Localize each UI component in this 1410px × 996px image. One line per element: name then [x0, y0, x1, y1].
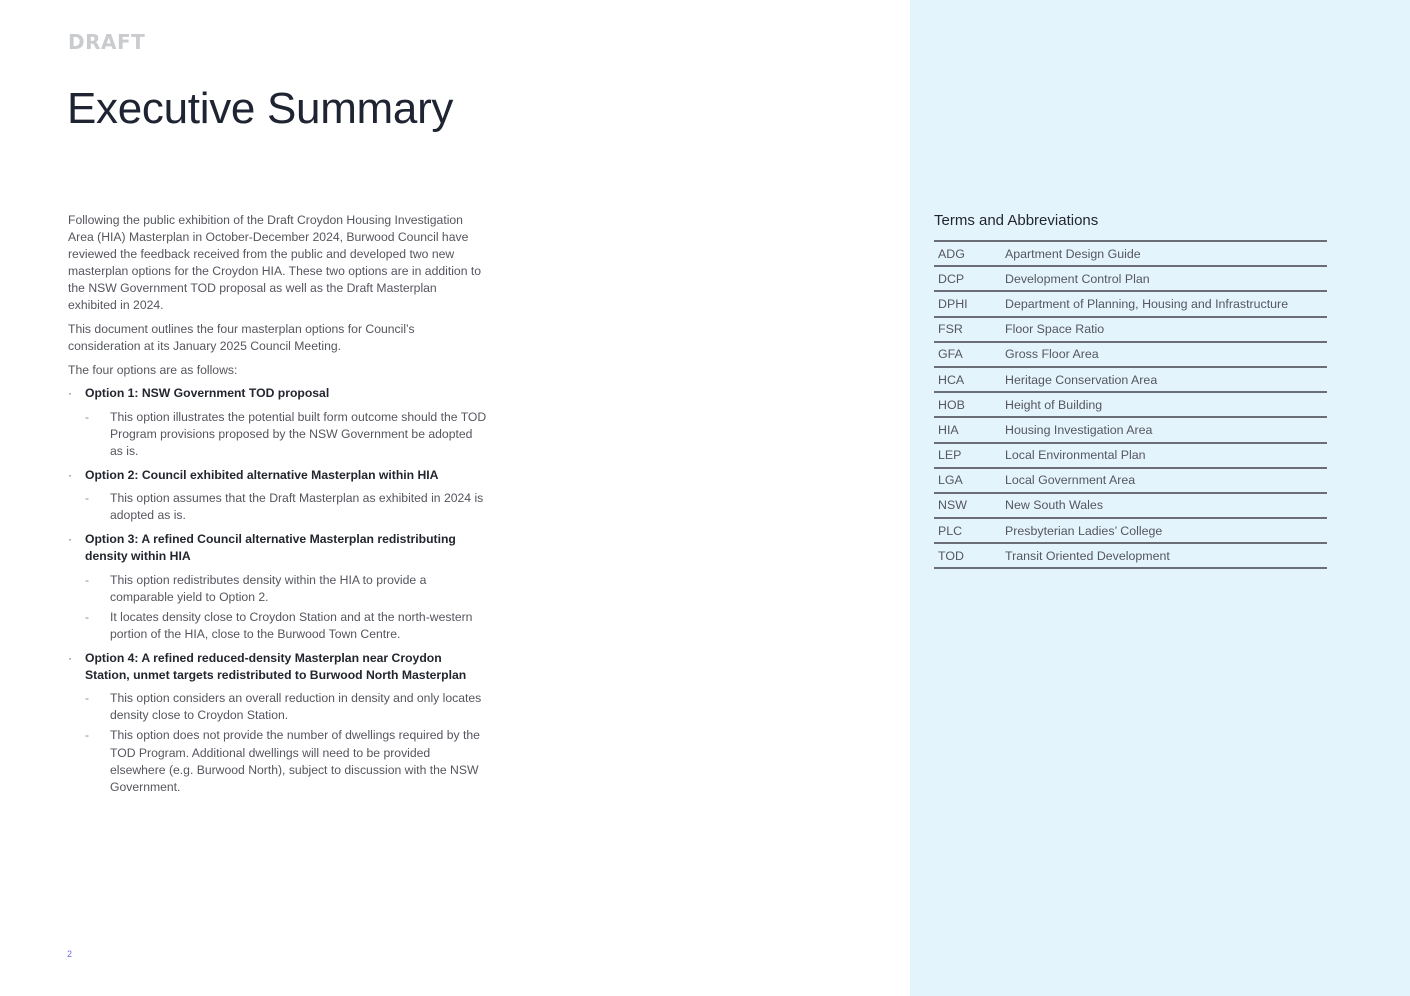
term-cell: Local Government Area: [1001, 468, 1327, 493]
term-cell: Apartment Design Guide: [1001, 241, 1327, 266]
table-row: [934, 367, 1327, 392]
option-2-point-1-text: This option assumes that the Draft Masterplan as exhibited in 2024 is adopted as is.: [110, 491, 484, 523]
option-4-point-1: [68, 690, 488, 724]
option-2-point-1: [68, 490, 488, 524]
executive-summary-body: [68, 212, 488, 802]
option-3-label: Option 3: A refined Council alternative Masterplan redistributing density within HIA: [85, 532, 456, 564]
terms-table: [934, 240, 1327, 569]
intro-paragraph-3: The four options are as follows:: [68, 362, 238, 377]
abbreviation-cell: LGA: [934, 468, 1001, 493]
option-3-item: [68, 531, 488, 565]
table-row: [934, 493, 1327, 518]
dash-icon: -: [85, 572, 90, 587]
option-1-point-1-text: This option illustrates the potential built form outcome should the TOD Program provisions proposed by the NSW Government be adopted as is.: [110, 409, 487, 459]
bullet-icon: ·: [68, 467, 73, 482]
option-3-point-1-text: This option redistributes density within the HIA to provide a comparable yield to Option 2.: [110, 572, 427, 604]
table-row: [934, 543, 1327, 568]
dash-icon: -: [85, 491, 90, 506]
option-2-label: Option 2: Council exhibited alternative Masterplan within HIA: [85, 467, 439, 482]
table-row: [934, 342, 1327, 367]
term-cell: Floor Space Ratio: [1001, 317, 1327, 342]
dash-icon: -: [85, 728, 90, 743]
abbreviation-cell: DCP: [934, 266, 1001, 291]
option-3-point-1: [68, 572, 488, 606]
term-cell: Department of Planning, Housing and Infrastructure: [1001, 291, 1327, 316]
table-row: [934, 468, 1327, 493]
option-4-point-1-text: This option considers an overall reduction in density and only locates density close to Croydon Station.: [110, 691, 482, 723]
option-3-point-2-text: It locates density close to Croydon Station and at the north-western portion of the HIA, close to the Burwood Town Centre.: [110, 609, 473, 641]
abbreviation-cell: GFA: [934, 342, 1001, 367]
abbreviation-cell: HIA: [934, 417, 1001, 442]
table-row: [934, 317, 1327, 342]
table-row: [934, 443, 1327, 468]
term-cell: Development Control Plan: [1001, 266, 1327, 291]
term-cell: Gross Floor Area: [1001, 342, 1327, 367]
dash-icon: -: [85, 409, 90, 424]
table-row: [934, 518, 1327, 543]
option-1-point-1: [68, 409, 488, 460]
page-number: 2: [67, 949, 73, 959]
bullet-icon: ·: [68, 532, 73, 546]
term-cell: Heritage Conservation Area: [1001, 367, 1327, 392]
abbreviation-cell: HCA: [934, 367, 1001, 392]
term-cell: Transit Oriented Development: [1001, 543, 1327, 568]
table-row: [934, 291, 1327, 316]
abbreviation-cell: DPHI: [934, 291, 1001, 316]
table-row: [934, 392, 1327, 417]
dash-icon: -: [85, 609, 90, 624]
table-row: [934, 417, 1327, 442]
intro-paragraph-2: This document outlines the four masterplan options for Council’s consideration at its January 2025 Council Meeting.: [68, 322, 415, 354]
abbreviation-cell: PLC: [934, 518, 1001, 543]
dash-icon: -: [85, 691, 90, 706]
option-1-item: [68, 385, 488, 402]
table-row: [934, 241, 1327, 266]
term-cell: Local Environmental Plan: [1001, 443, 1327, 468]
draft-watermark: DRAFT: [68, 30, 146, 54]
term-cell: Height of Building: [1001, 392, 1327, 417]
abbreviation-cell: ADG: [934, 241, 1001, 266]
option-1-label: Option 1: NSW Government TOD proposal: [85, 386, 330, 401]
option-3-point-2: [68, 609, 488, 643]
abbreviation-cell: TOD: [934, 543, 1001, 568]
intro-paragraph-1: Following the public exhibition of the Draft Croydon Housing Investigation Area (HIA) Masterplan in October-December 2024, Burwood Council have reviewed the feedback received from the public and developed two new masterplan options for the Croydon HIA. These two options are in addition to the NSW Government TOD proposal as well as the Draft Masterplan exhibited in 2024.: [68, 213, 482, 313]
option-4-item: [68, 650, 488, 684]
option-4-point-2-text: This option does not provide the number of dwellings required by the TOD Program. Additional dwellings will need to be provided elsewhere (e.g. Burwood North), subject to discussion with the NSW Government.: [110, 728, 480, 794]
bullet-icon: ·: [68, 386, 73, 401]
table-row: [934, 266, 1327, 291]
page-title: Executive Summary: [67, 84, 454, 133]
abbreviation-cell: LEP: [934, 443, 1001, 468]
abbreviation-cell: FSR: [934, 317, 1001, 342]
bullet-icon: ·: [68, 650, 73, 665]
term-cell: New South Wales: [1001, 493, 1327, 518]
term-cell: Presbyterian Ladies’ College: [1001, 518, 1327, 543]
term-cell: Housing Investigation Area: [1001, 417, 1327, 442]
option-4-point-2: [68, 727, 488, 795]
terms-heading: Terms and Abbreviations: [934, 212, 1099, 229]
option-4-label: Option 4: A refined reduced-density Masterplan near Croydon Station, unmet targets redistributed to Burwood North Masterplan: [85, 650, 467, 682]
abbreviation-cell: HOB: [934, 392, 1001, 417]
option-2-item: [68, 467, 488, 484]
abbreviation-cell: NSW: [934, 493, 1001, 518]
